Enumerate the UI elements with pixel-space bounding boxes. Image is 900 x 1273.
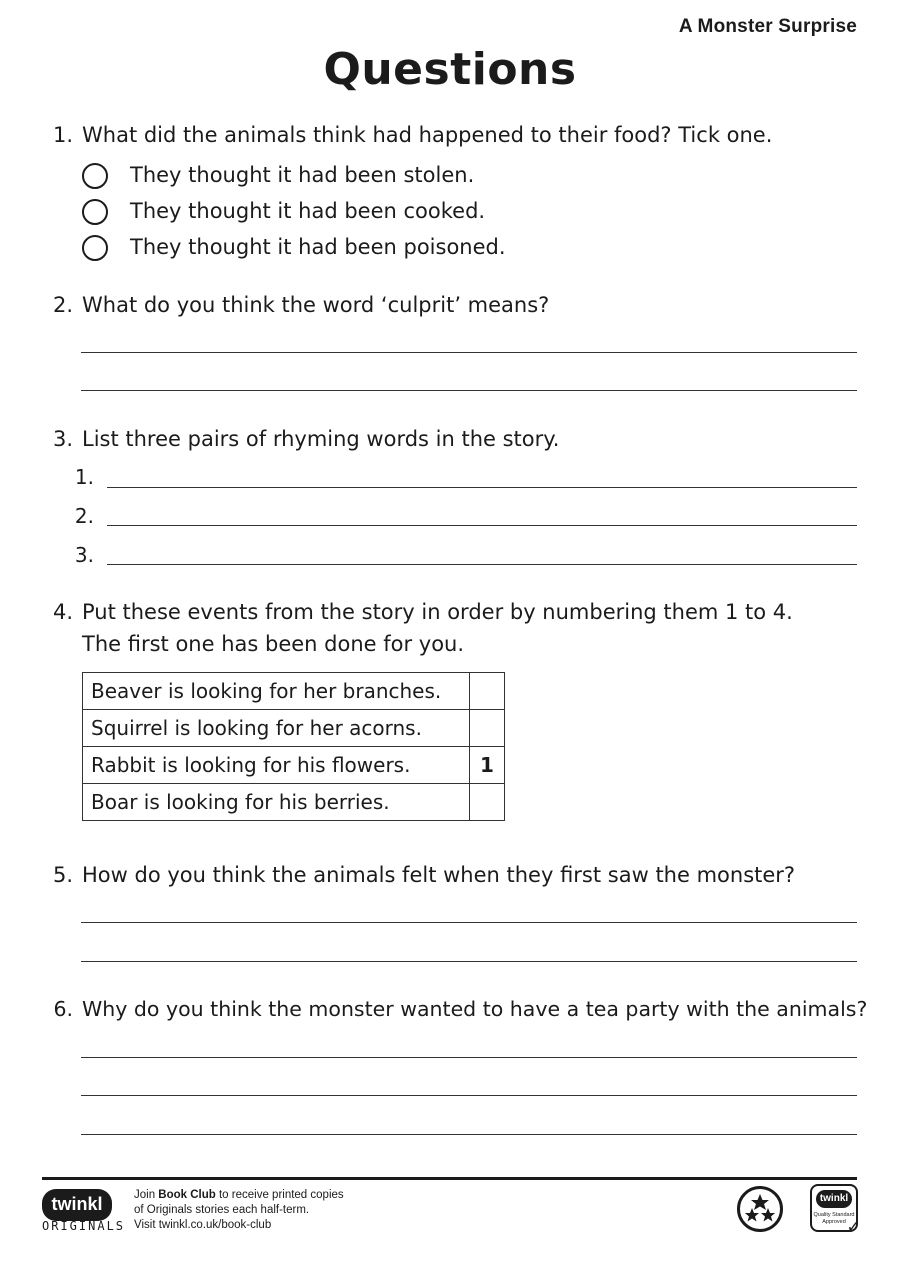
question-number: 3. <box>52 427 73 451</box>
footer-line-1: Join Book Club to receive printed copies <box>134 1189 344 1201</box>
option-label: They thought it had been poisoned. <box>130 235 506 259</box>
question-text: How do you think the animals felt when they first saw the monster? <box>82 863 796 887</box>
table-row <box>83 747 505 784</box>
originals-wordmark: ORIGINALS <box>42 1219 126 1233</box>
table-row <box>83 784 505 821</box>
footer-line-2: of Originals stories each half-term. <box>134 1204 310 1216</box>
option-cooked[interactable] <box>82 193 485 229</box>
event-cell: Squirrel is looking for her acorns. <box>83 710 470 747</box>
question-text: Put these events from the story in order by numbering them 1 to 4. <box>82 600 793 624</box>
option-label: They thought it had been cooked. <box>130 199 486 223</box>
question-5 <box>43 859 795 891</box>
question-number: 4. <box>52 600 73 624</box>
answer-line[interactable] <box>81 1134 857 1135</box>
book-club-label: Book Club <box>158 1189 216 1201</box>
order-number-box[interactable] <box>470 710 505 747</box>
rhyme-number: 2. <box>74 504 94 528</box>
quality-standard-badge <box>810 1184 860 1236</box>
event-cell: Beaver is looking for her branches. <box>83 673 470 710</box>
order-number-box[interactable] <box>470 673 505 710</box>
question-3 <box>43 423 559 455</box>
footer-line-3: Visit twinkl.co.uk/book-club <box>134 1219 272 1231</box>
question-number: 2. <box>52 293 73 317</box>
answer-line[interactable] <box>81 1095 857 1096</box>
order-number-box[interactable] <box>470 784 505 821</box>
option-poisoned[interactable] <box>82 229 506 265</box>
question-1 <box>43 119 772 151</box>
question-text: List three pairs of rhyming words in the story. <box>82 427 560 451</box>
question-2 <box>43 289 549 321</box>
question-number: 5. <box>52 863 73 887</box>
order-number-box[interactable]: 1 <box>470 747 505 784</box>
stars-icon <box>737 1186 783 1232</box>
book-club-info <box>134 1188 344 1233</box>
event-cell: Boar is looking for his berries. <box>83 784 470 821</box>
badge-caption: Quality Standard Approved <box>813 1212 855 1225</box>
answer-line[interactable] <box>107 525 857 526</box>
answer-line[interactable] <box>107 564 857 565</box>
document-header-title: A Monster Surprise <box>678 16 857 37</box>
question-number: 1. <box>52 123 73 147</box>
option-label: They thought it had been stolen. <box>130 163 475 187</box>
checkmark-icon: ✓ <box>846 1217 860 1236</box>
question-4 <box>43 596 793 628</box>
answer-line[interactable] <box>81 922 857 923</box>
tick-circle[interactable] <box>82 163 108 189</box>
question-4-instruction: The first one has been done for you. <box>82 632 465 656</box>
table-row <box>83 673 505 710</box>
question-text: Why do you think the monster wanted to have a tea party with the animals? <box>82 997 868 1021</box>
table-row <box>83 710 505 747</box>
rhyme-number: 3. <box>74 543 94 567</box>
question-text: What do you think the word ‘culprit’ means? <box>82 293 550 317</box>
page-title: Questions <box>323 44 577 95</box>
answer-line[interactable] <box>81 1057 857 1058</box>
answer-line[interactable] <box>107 487 857 488</box>
question-number: 6. <box>53 997 73 1021</box>
answer-line[interactable] <box>81 961 857 962</box>
badge-logo: twinkl <box>816 1190 852 1208</box>
events-order-table <box>82 672 505 821</box>
answer-line[interactable] <box>81 352 857 353</box>
question-6 <box>43 993 867 1025</box>
tick-circle[interactable] <box>82 235 108 261</box>
answer-line[interactable] <box>81 390 857 391</box>
tick-circle[interactable] <box>82 199 108 225</box>
footer-divider <box>42 1177 857 1180</box>
event-cell: Rabbit is looking for his flowers. <box>83 747 470 784</box>
twinkl-logo: twinkl <box>42 1189 112 1221</box>
rhyme-number: 1. <box>74 465 94 489</box>
question-text: What did the animals think had happened to their food? Tick one. <box>82 123 773 147</box>
option-stolen[interactable] <box>82 157 474 193</box>
